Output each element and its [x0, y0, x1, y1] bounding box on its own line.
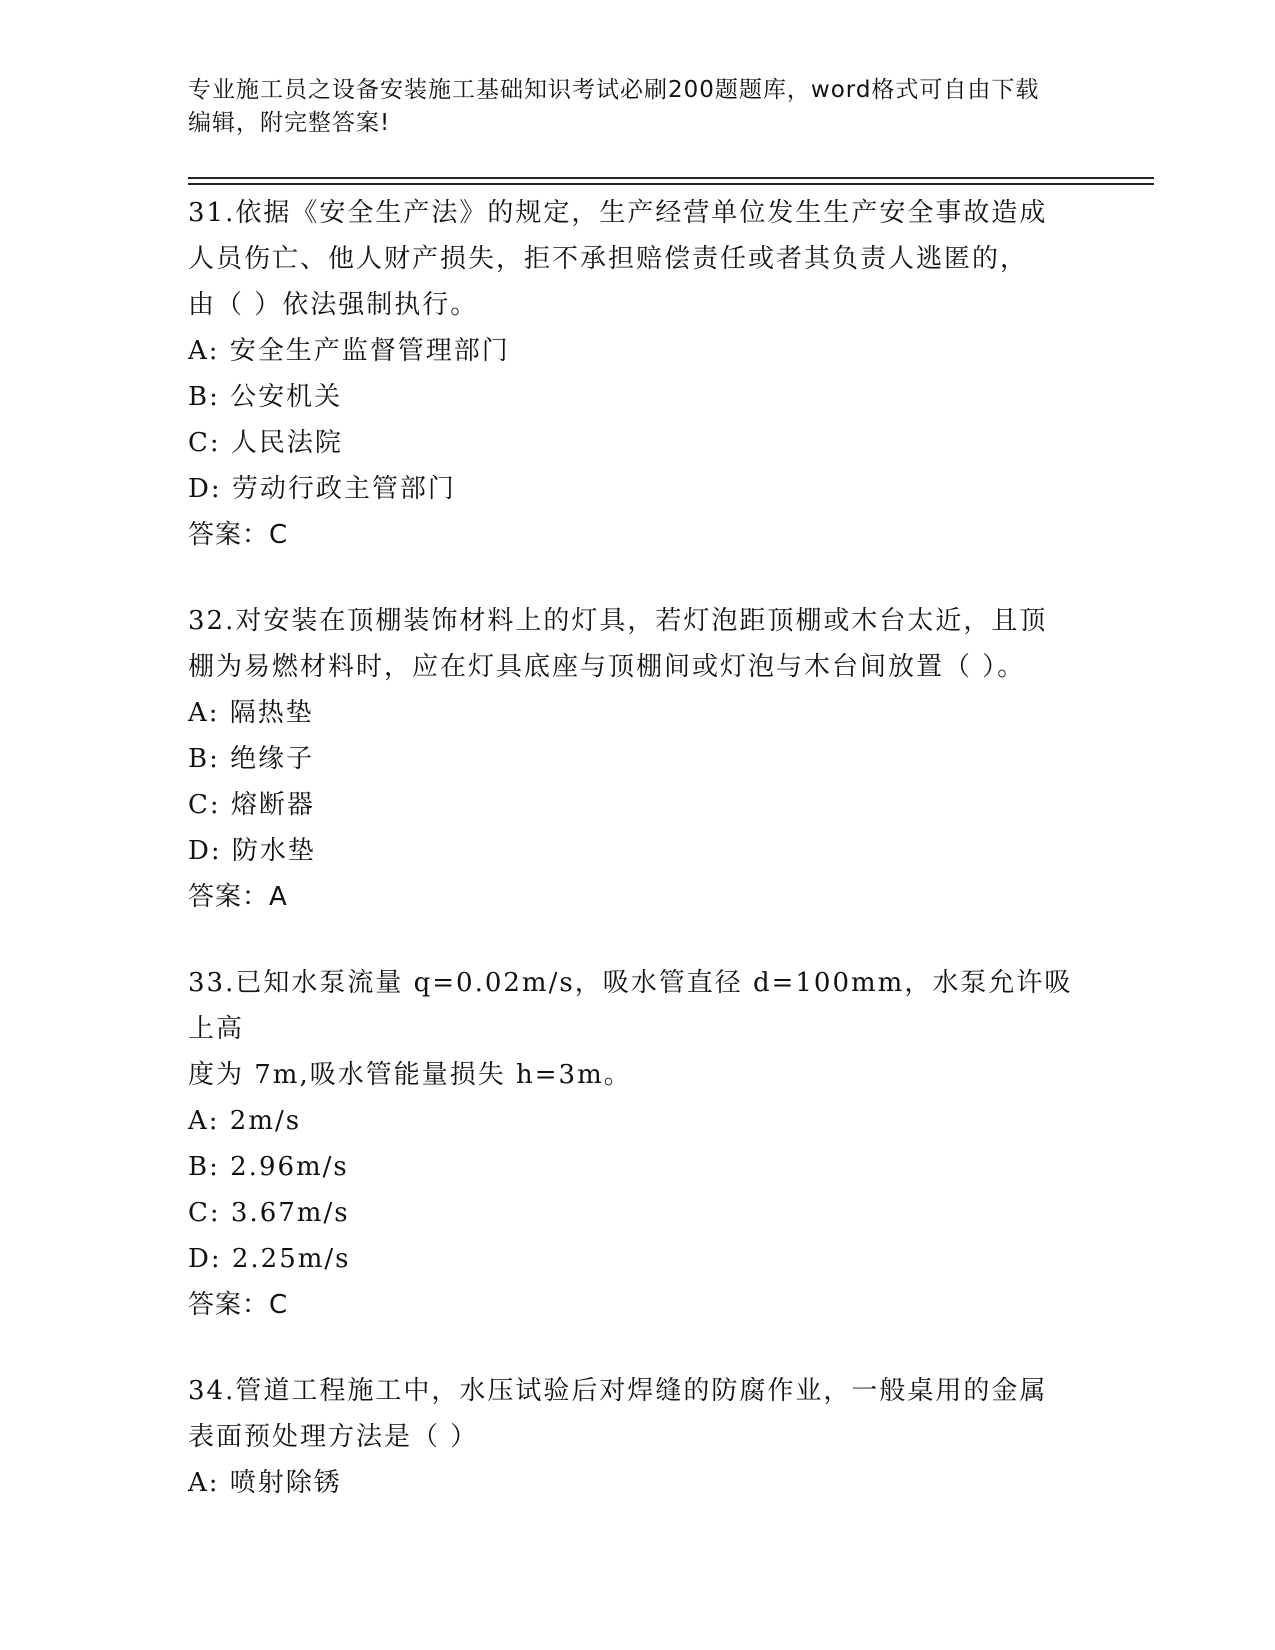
question-33 [188, 960, 1088, 1328]
answer: 答案：C [188, 520, 289, 550]
option-a: A: 安全生产监督管理部门 [188, 336, 510, 366]
option-c: C: 3.67m/s [188, 1198, 350, 1228]
stem-line: 由（ ）依法强制执行。 [188, 290, 479, 320]
option-d: D: 劳动行政主管部门 [188, 474, 456, 504]
question-stem [188, 598, 1088, 690]
question-32 [188, 598, 1088, 920]
stem-line: 表面预处理方法是（ ） [188, 1422, 479, 1452]
question-stem [188, 1368, 1088, 1460]
stem-line: 33.已知水泵流量 q=0.02m/s，吸水管直径 d=100mm，水泵允许吸上高 [188, 968, 1073, 1044]
stem-line: 棚为易燃材料时，应在灯具底座与顶棚间或灯泡与木台间放置（ ）。 [188, 652, 1026, 682]
header-divider-top [188, 177, 1154, 179]
option-a: A: 2m/s [188, 1106, 302, 1136]
stem-line: 32.对安装在顶棚装饰材料上的灯具，若灯泡距顶棚或木台太近，且顶 [188, 606, 1048, 636]
question-34 [188, 1368, 1088, 1506]
document-header [188, 74, 1088, 140]
header-line-1: 专业施工员之设备安装施工基础知识考试必刷200题题库，word格式可自由下载 [188, 77, 1040, 103]
stem-line: 34.管道工程施工中，水压试验后对焊缝的防腐作业，一般桌用的金属 [188, 1376, 1048, 1406]
stem-line: 31.依据《安全生产法》的规定，生产经营单位发生生产安全事故造成 [188, 198, 1048, 228]
option-a: A: 隔热垫 [188, 698, 314, 728]
answer: 答案：A [188, 882, 288, 912]
question-31 [188, 190, 1088, 558]
answer: 答案：C [188, 1290, 289, 1320]
option-b: B: 公安机关 [188, 382, 343, 412]
stem-line: 人员伤亡、他人财产损失，拒不承担赔偿责任或者其负责人逃匿的， [188, 244, 1029, 274]
question-list [188, 190, 1088, 1546]
option-c: C: 人民法院 [188, 428, 343, 458]
option-d: D: 防水垫 [188, 836, 316, 866]
header-line-2: 编辑，附完整答案! [188, 110, 391, 136]
option-b: B: 2.96m/s [188, 1152, 349, 1182]
stem-line: 度为 7m,吸水管能量损失 h=3m。 [188, 1060, 632, 1090]
question-stem [188, 960, 1088, 1098]
option-d: D: 2.25m/s [188, 1244, 351, 1274]
option-a: A: 喷射除锈 [188, 1468, 342, 1498]
question-stem [188, 190, 1088, 328]
option-b: B: 绝缘子 [188, 744, 315, 774]
header-divider-bottom [188, 183, 1154, 185]
option-c: C: 熔断器 [188, 790, 315, 820]
